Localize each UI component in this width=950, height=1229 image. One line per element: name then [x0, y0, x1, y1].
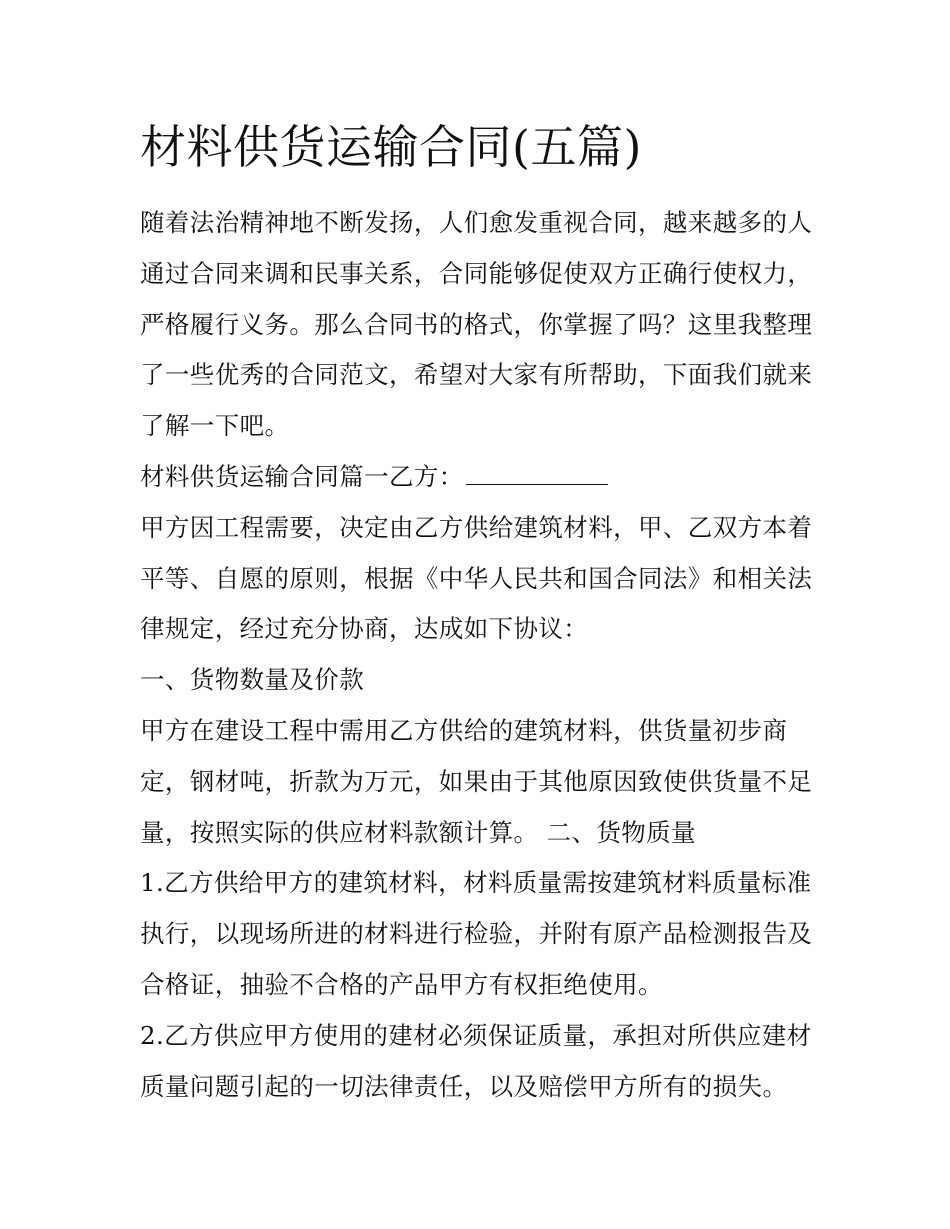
- section1-body-paragraph: [140, 706, 820, 858]
- intro-paragraph: [140, 198, 820, 452]
- text-line: 甲方因工程需要，决定由乙方供给建筑材料，甲、乙双方本着: [140, 512, 813, 542]
- text-line: 合格证，抽验不合格的产品甲方有权拒绝使用。: [140, 969, 663, 999]
- section1-heading: 一、货物数量及价款: [140, 665, 365, 695]
- item1-paragraph: [140, 858, 820, 1010]
- text-line: 定，钢材吨，折款为万元，如果由于其他原因致使供货量不足: [140, 766, 813, 796]
- contract-heading: 材料供货运输合同篇一乙方：: [140, 461, 464, 491]
- text-line: 量，按照实际的供应材料款额计算。 二、货物质量: [140, 817, 696, 847]
- text-line: 质量问题引起的一切法律责任，以及赔偿甲方所有的损失。: [140, 1071, 788, 1101]
- text-line: 平等、自愿的原则，根据《中华人民共和国合同法》和相关法: [140, 563, 813, 593]
- text-line: 了一些优秀的合同范文，希望对大家有所帮助，下面我们就来: [140, 360, 813, 390]
- document-title: 材料供货运输合同(五篇): [140, 120, 642, 174]
- text-line: 律规定，经过充分协商，达成如下协议：: [140, 614, 589, 644]
- contract-heading-paragraph: [140, 452, 820, 503]
- contract-heading-line: [140, 452, 820, 503]
- text-line: 执行，以现场所进的材料进行检验，并附有原产品检测报告及: [140, 919, 813, 949]
- text-line: 2.乙方供应甲方使用的建材必须保证质量，承担对所供应建材: [140, 1020, 812, 1050]
- document-page: [140, 112, 820, 1112]
- text-line: 严格履行义务。那么合同书的格式，你掌握了吗？这里我整理: [140, 309, 813, 339]
- text-line: 甲方在建设工程中需用乙方供给的建筑材料，供货量初步商: [140, 715, 788, 745]
- party-b-blank: [466, 458, 608, 485]
- text-line: 通过合同来调和民事关系，合同能够促使双方正确行使权力，: [140, 258, 813, 288]
- section1-heading-paragraph: [140, 655, 820, 706]
- text-line: 随着法治精神地不断发扬，人们愈发重视合同，越来越多的人: [140, 208, 813, 237]
- text-line: 1.乙方供给甲方的建筑材料，材料质量需按建筑材料质量标准: [140, 868, 812, 898]
- text-line: 了解一下吧。: [140, 411, 290, 441]
- preamble-paragraph: [140, 503, 820, 655]
- item2-paragraph: [140, 1011, 820, 1113]
